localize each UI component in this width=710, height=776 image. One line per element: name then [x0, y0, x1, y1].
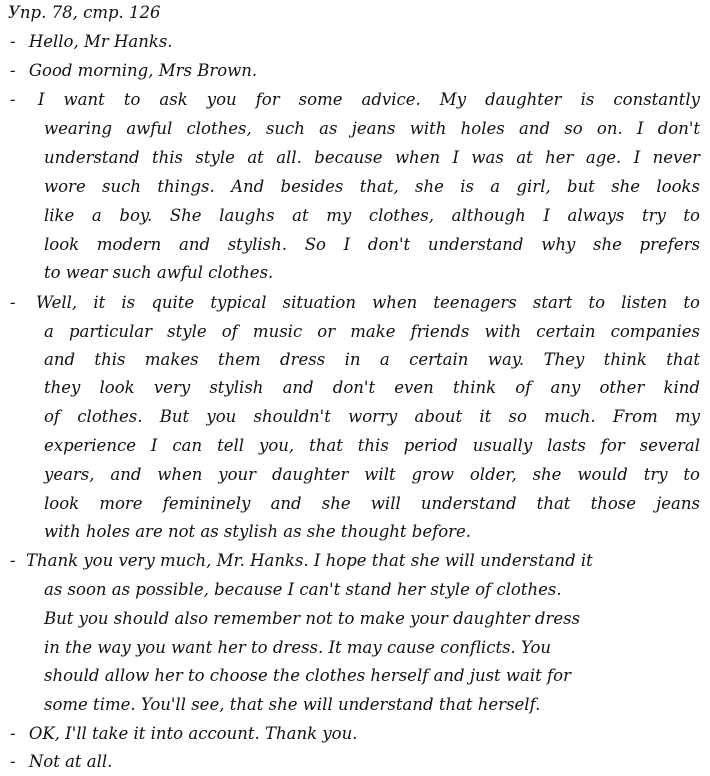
dash-marker: - — [10, 724, 16, 743]
paragraph-line: in the way you want her to dress. It may cause conflicts. You — [44, 638, 552, 657]
paragraph-line: wore such things. And besides that, she is a girl, but she looks — [44, 177, 700, 196]
dialogue-line-6 — [10, 719, 357, 748]
paragraph-line: experience I can tell you, that this period usually lasts for several — [44, 436, 700, 455]
dash-marker: - — [10, 90, 16, 109]
paragraph-line: look modern and stylish. So I don't understand why she prefers — [44, 235, 700, 254]
paragraph-line: with holes are not as stylish as she thought before. — [44, 522, 472, 541]
paragraph-line: understand this style at all. because when I was at her age. I never — [44, 148, 700, 167]
line-text: Good morning, Mrs Brown. — [28, 61, 258, 80]
paragraph-line: Thank you very much, Mr. Hanks. I hope that she will understand it — [26, 551, 593, 570]
line-text: OK, I'll take it into account. Thank you. — [28, 724, 358, 743]
paragraph-line: look more femininely and she will understand that those jeans — [44, 494, 700, 513]
paragraph-line: Well, it is quite typical situation when teenagers start to listen to — [36, 293, 700, 312]
dialogue-line-2 — [10, 56, 410, 85]
paragraph-line: as soon as possible, because I can't stand her style of clothes. — [44, 580, 562, 599]
paragraph-line: wearing awful clothes, such as jeans with holes and so on. I don't — [44, 119, 700, 138]
dash-marker: - — [10, 551, 16, 570]
dialogue-line-7 — [10, 747, 112, 776]
paragraph-line: some time. You'll see, that she will understand that herself. — [44, 695, 541, 714]
paragraph-line: But you should also remember not to make your daughter dress — [44, 609, 581, 628]
dash-marker: - — [10, 32, 16, 51]
paragraph-line: they look very stylish and don't even think of any other kind — [44, 378, 700, 397]
dialogue-line-1 — [10, 27, 410, 56]
exercise-header: Упр. 78, стр. 126 — [8, 3, 161, 22]
paragraph-line: should allow her to choose the clothes herself and just wait for — [44, 666, 571, 685]
line-text: Hello, Mr Hanks. — [28, 32, 173, 51]
paragraph-line: like a boy. She laughs at my clothes, although I always try to — [44, 206, 700, 225]
paragraph-line: I want to ask you for some advice. My daughter is constantly — [38, 90, 700, 109]
dash-marker: - — [10, 61, 16, 80]
dash-marker: - — [10, 752, 16, 771]
paragraph-line: years, and when your daughter wilt grow older, she would try to — [44, 465, 700, 484]
line-text: Not at all. — [28, 752, 113, 771]
dash-marker: - — [10, 293, 16, 312]
paragraph-line: to wear such awful clothes. — [44, 263, 274, 282]
paragraph-line: a particular style of music or make friends with certain companies — [44, 322, 700, 341]
paragraph-line: and this makes them dress in a certain way. They think that — [44, 350, 700, 369]
paragraph-line: of clothes. But you shouldn't worry about it so much. From my — [44, 407, 700, 426]
